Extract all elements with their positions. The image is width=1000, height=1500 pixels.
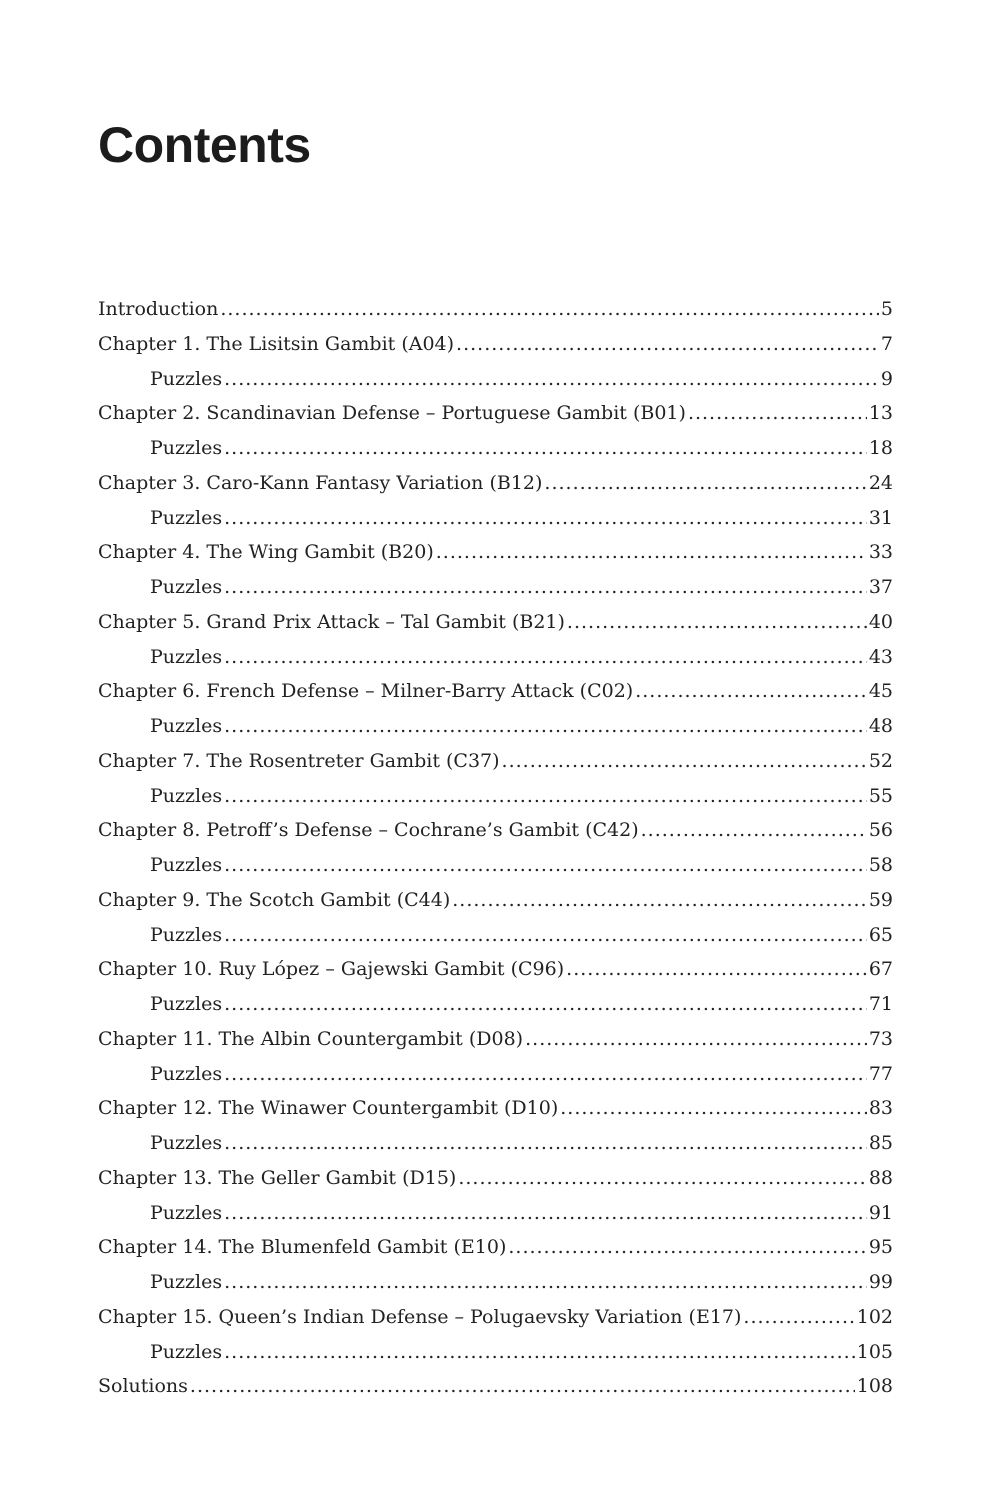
toc-entry-label: Puzzles <box>150 715 223 737</box>
toc-entry-page-number: 13 <box>868 402 893 425</box>
toc-entry-label: Puzzles <box>150 645 223 668</box>
dot-leader <box>224 987 867 1022</box>
toc-entry-label: Chapter 5. Grand Prix Attack – Tal Gambit (B21) <box>98 610 565 633</box>
dot-leader <box>566 952 867 987</box>
toc-entry <box>98 952 893 987</box>
dot-leader <box>525 1022 867 1057</box>
toc-entry-label: Chapter 13. The Geller Gambit (D15) <box>98 1166 457 1189</box>
dot-leader <box>224 709 867 744</box>
toc-entry-page-number: 43 <box>868 645 893 668</box>
toc-entry-label: Puzzles <box>150 506 223 529</box>
dot-leader <box>456 327 879 362</box>
toc-entry-page-number: 67 <box>868 958 893 981</box>
toc-entry-puzzles <box>98 918 893 953</box>
dot-leader <box>224 570 867 605</box>
toc-entry-puzzles <box>98 1335 893 1370</box>
toc-entry-puzzles <box>98 1196 893 1231</box>
dot-leader <box>220 292 879 327</box>
toc-entry <box>98 396 893 431</box>
toc-entry-puzzles <box>98 987 893 1022</box>
toc-entry-puzzles <box>98 362 893 397</box>
dot-leader <box>224 362 879 397</box>
toc-entry-page-number: 48 <box>868 715 893 737</box>
toc-entry-page-number: 105 <box>856 1340 893 1363</box>
toc-entry-puzzles <box>98 1265 893 1300</box>
toc-entry-label: Chapter 9. The Scotch Gambit (C44) <box>98 888 451 911</box>
toc-entry-label: Chapter 4. The Wing Gambit (B20) <box>98 541 434 564</box>
toc-entry-page-number: 52 <box>868 749 893 772</box>
dot-leader <box>224 640 867 675</box>
toc-entry-page-number: 45 <box>868 680 893 703</box>
dot-leader <box>458 1161 866 1196</box>
toc-entry <box>98 605 893 640</box>
dot-leader <box>224 848 867 883</box>
toc-entry <box>98 292 893 327</box>
toc-entry-page-number: 77 <box>868 1062 893 1085</box>
toc-entry-page-number: 65 <box>868 923 893 946</box>
toc-entry <box>98 1369 893 1404</box>
toc-entry <box>98 1230 893 1265</box>
dot-leader <box>224 918 867 953</box>
toc-entry-puzzles <box>98 779 893 814</box>
toc-entry-label: Puzzles <box>150 923 223 946</box>
toc-entry <box>98 744 893 779</box>
toc-entry-label: Puzzles <box>150 1340 223 1363</box>
toc-entry-page-number: 7 <box>880 332 893 355</box>
toc-entry-label: Chapter 14. The Blumenfeld Gambit (E10) <box>98 1236 507 1259</box>
toc-entry-page-number: 24 <box>868 471 893 494</box>
toc-entry-page-number: 71 <box>868 993 893 1015</box>
toc-entry-puzzles <box>98 848 893 883</box>
toc-entry-label: Chapter 12. The Winawer Countergambit (D10) <box>98 1097 559 1120</box>
toc-entry <box>98 674 893 709</box>
dot-leader <box>567 605 867 640</box>
toc-entry-page-number: 5 <box>880 298 893 320</box>
toc-entry <box>98 1300 893 1335</box>
toc-entry-page-number: 59 <box>868 888 893 911</box>
dot-leader <box>190 1369 855 1404</box>
toc-entry-page-number: 102 <box>856 1305 893 1328</box>
toc-entry-page-number: 37 <box>868 576 893 598</box>
toc-entry-page-number: 18 <box>868 437 893 459</box>
dot-leader <box>641 813 867 848</box>
toc-entry-page-number: 9 <box>880 367 893 390</box>
toc-entry-puzzles <box>98 1057 893 1092</box>
toc-entry-page-number: 99 <box>868 1271 893 1293</box>
toc-entry-page-number: 33 <box>868 541 893 564</box>
dot-leader <box>508 1230 866 1265</box>
toc-entry-puzzles <box>98 431 893 466</box>
toc-entry-page-number: 91 <box>868 1201 893 1224</box>
toc-entry-label: Puzzles <box>150 1062 223 1085</box>
toc-entry-label: Puzzles <box>150 854 223 876</box>
dot-leader <box>544 466 866 501</box>
dot-leader <box>436 535 867 570</box>
toc-entry <box>98 1161 893 1196</box>
toc-entry-puzzles <box>98 640 893 675</box>
toc-entry-puzzles <box>98 709 893 744</box>
dot-leader <box>224 501 867 536</box>
toc-entry-page-number: 31 <box>868 506 893 529</box>
toc-entry-label: Chapter 8. Petroff’s Defense – Cochrane’s Gambit (C42) <box>98 819 639 842</box>
dot-leader <box>224 1196 867 1231</box>
dot-leader <box>224 1335 855 1370</box>
toc-entry-puzzles <box>98 570 893 605</box>
toc-entry-page-number: 58 <box>868 854 893 876</box>
dot-leader <box>688 396 867 431</box>
toc-entry-page-number: 55 <box>868 784 893 807</box>
toc-entry-label: Chapter 2. Scandinavian Defense – Portuguese Gambit (B01) <box>98 402 686 425</box>
toc-entry <box>98 883 893 918</box>
toc-entry-label: Chapter 1. The Lisitsin Gambit (A04) <box>98 332 455 355</box>
toc-entry-label: Chapter 15. Queen’s Indian Defense – Polugaevsky Variation (E17) <box>98 1305 742 1328</box>
toc-entry <box>98 1022 893 1057</box>
toc-entry-label: Chapter 10. Ruy López – Gajewski Gambit (C96) <box>98 958 565 981</box>
toc-entry-page-number: 40 <box>868 610 893 633</box>
toc-entry-label: Solutions <box>98 1375 188 1398</box>
toc-entry-label: Chapter 6. French Defense – Milner-Barry Attack (C02) <box>98 680 634 703</box>
toc-entry-page-number: 56 <box>868 819 893 842</box>
toc-entry-puzzles <box>98 501 893 536</box>
dot-leader <box>224 1265 867 1300</box>
toc-entry-label: Chapter 3. Caro-Kann Fantasy Variation (B12) <box>98 471 543 494</box>
toc-entry-label: Puzzles <box>150 367 223 390</box>
toc-entry-page-number: 73 <box>868 1027 893 1050</box>
toc-entry-puzzles <box>98 1126 893 1161</box>
toc-entry-label: Chapter 7. The Rosentreter Gambit (C37) <box>98 749 500 772</box>
toc-entry-label: Puzzles <box>150 1201 223 1224</box>
dot-leader <box>452 883 867 918</box>
toc-entry-label: Puzzles <box>150 993 223 1015</box>
toc-entry-page-number: 85 <box>868 1132 893 1154</box>
toc-entry-label: Chapter 11. The Albin Countergambit (D08) <box>98 1027 524 1050</box>
toc-entry-page-number: 88 <box>868 1166 893 1189</box>
toc-entry <box>98 813 893 848</box>
toc-entry <box>98 535 893 570</box>
toc-entry <box>98 1091 893 1126</box>
dot-leader <box>743 1300 854 1335</box>
dot-leader <box>224 779 867 814</box>
toc-entry-label: Puzzles <box>150 1271 223 1293</box>
dot-leader <box>224 1057 867 1092</box>
toc-entry-page-number: 95 <box>868 1236 893 1259</box>
dot-leader <box>502 744 867 779</box>
toc-entry <box>98 327 893 362</box>
toc-entry-page-number: 83 <box>868 1097 893 1120</box>
toc-entry-label: Puzzles <box>150 784 223 807</box>
dot-leader <box>224 1126 867 1161</box>
dot-leader <box>560 1091 867 1126</box>
toc-entry-label: Introduction <box>98 298 219 320</box>
toc-entry <box>98 466 893 501</box>
page-title: Contents <box>98 117 311 173</box>
toc-entry-page-number: 108 <box>856 1375 893 1398</box>
toc-entry-label: Puzzles <box>150 437 223 459</box>
dot-leader <box>224 431 867 466</box>
dot-leader <box>635 674 867 709</box>
table-of-contents <box>98 292 893 1404</box>
toc-entry-label: Puzzles <box>150 576 223 598</box>
toc-entry-label: Puzzles <box>150 1132 223 1154</box>
